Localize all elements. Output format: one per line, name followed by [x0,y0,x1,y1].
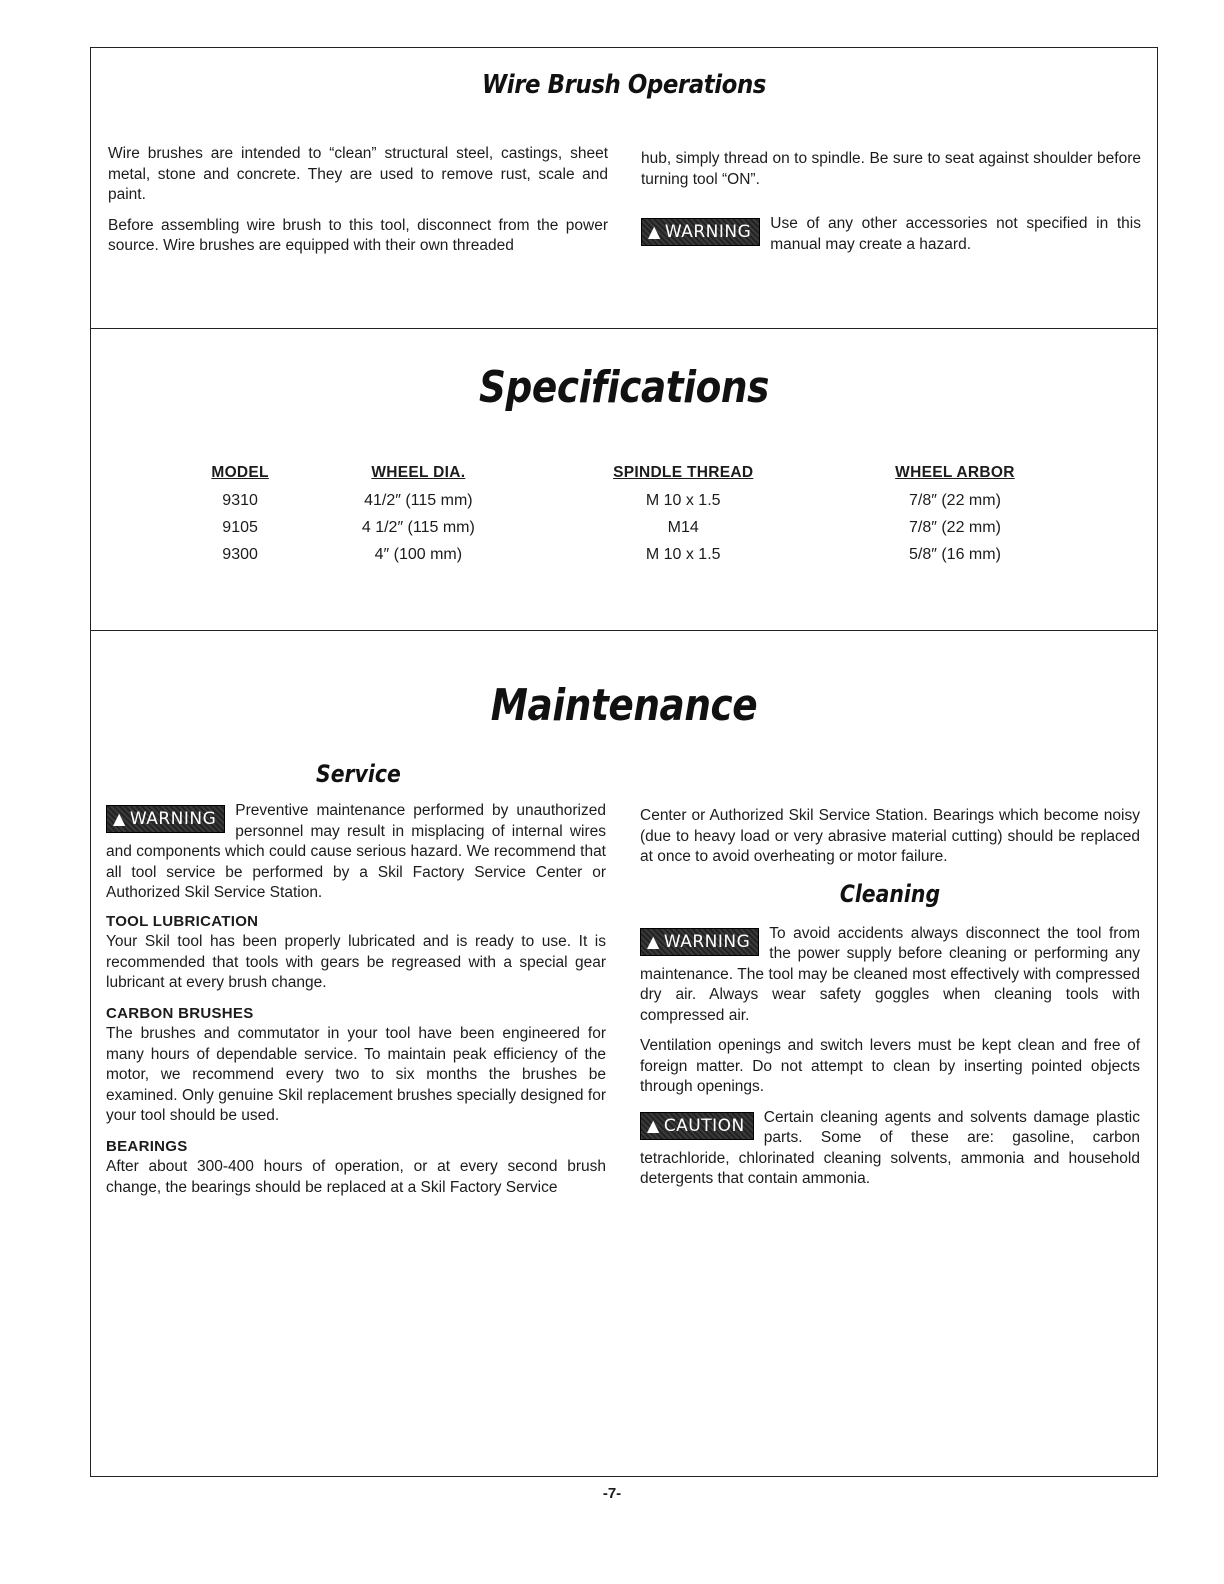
warning-text: To avoid accidents always disconnect the tool from the power supply before cleaning or performing any maintenance. The tool may be cleaned most effectively with compressed dry air. Always wear safety goggles when cleaning tools with compressed air. [640,924,1140,1024]
bearings-continued-text: Center or Authorized Skil Service Station. Bearings which become noisy (due to heavy load or very abrasive material cutting) should be replaced at once to avoid overheating or motor failure. [640,807,1140,865]
warning-badge [106,805,225,833]
warning-text: Preventive maintenance performed by unauthorized personnel may result in misplacing of internal wires and components which could cause serious hazard. We recommend that all tool service be performed by a Skil Factory Service Center or Authorized Skil Service Station. [106,802,606,901]
caution-badge [640,1112,754,1140]
caution-triangle-icon: ▲ [647,1115,660,1135]
wire-brush-paragraph: Before assembling wire brush to this tool, disconnect from the power source. Wire brushes are equipped with their own threaded [108,216,608,254]
lubrication-heading: TOOL LUBRICATION [106,912,259,930]
section-divider [90,328,1158,329]
caution-block [640,1108,1140,1190]
table-row [180,515,1080,542]
wire-brush-left-column [108,144,608,267]
table-cell: 9105 [222,519,258,536]
section-divider [90,630,1158,631]
caution-text: Certain cleaning agents and solvents damage plastic parts. Some of these are: gasoline, carbon tetrachloride, chlorinated cleaning solvents, ammonia and household detergents that contain ammonia. [640,1108,1140,1187]
table-cell: 7/8″ (22 mm) [908,492,1001,509]
warning-badge [641,218,760,246]
wire-brush-title: Wire Brush Operations [482,70,766,100]
caution-label: CAUTION [663,1115,745,1136]
specifications-title: Specifications [479,362,769,413]
warning-triangle-icon: ▲ [113,809,126,828]
service-title: Service [316,760,401,788]
carbon-brushes-text: The brushes and commutator in your tool have been engineered for many hours of dependable service. To maintain peak efficiency of the motor, we recommend every two to six months the brushes be examined. Only genuine Skil replacement brushes specially designed for your tool should be used. [106,1025,606,1124]
warning-label: WARNING [663,931,751,952]
specifications-table [180,462,1080,569]
column-header: SPINDLE THREAD [613,464,754,481]
column-header: WHEEL ARBOR [895,464,1015,481]
table-cell: 7/8″ (22 mm) [908,519,1001,536]
table-row [180,542,1080,569]
column-header: MODEL [211,464,269,481]
table-row [180,488,1080,515]
maintenance-left-column [106,801,606,1208]
maintenance-right-column [640,806,1140,1190]
table-cell: 5/8″ (16 mm) [908,546,1001,563]
table-cell: 4″ (100 mm) [374,546,463,563]
bearings-text: After about 300-400 hours of operation, or at every second brush change, the bearings should be replaced at a Skil Factory Service [106,1158,606,1196]
table-cell: 41/2″ (115 mm) [364,492,473,509]
warning-triangle-icon: ▲ [648,222,661,241]
table-cell: M 10 x 1.5 [645,492,721,509]
table-cell: 9300 [222,546,258,563]
maintenance-title: Maintenance [490,680,758,731]
column-header: WHEEL DIA. [371,464,466,481]
cleaning-title-wrap [640,879,1140,924]
cleaning-warning [640,924,1140,1027]
warning-label: WARNING [129,809,217,829]
wire-brush-paragraph: hub, simply thread on to spindle. Be sure to seat against shoulder before turning tool “ON”. [641,150,1141,188]
service-warning [106,801,606,904]
warning-text: Use of any other accessories not specified in this manual may create a hazard. [770,215,1141,253]
table-cell: 9310 [222,492,258,509]
cleaning-title: Cleaning [839,879,941,908]
warning-badge [640,928,759,956]
table-cell: M 10 x 1.5 [645,546,721,563]
bearings-heading: BEARINGS [106,1137,188,1155]
table-cell: 4 1/2″ (115 mm) [361,519,475,536]
carbon-brushes-heading: CARBON BRUSHES [106,1004,254,1022]
wire-brush-warning [641,214,1141,255]
wire-brush-paragraph: Wire brushes are intended to “clean” structural steel, castings, sheet metal, stone and concrete. They are used to remove rust, scale and paint. [108,145,608,203]
ventilation-text: Ventilation openings and switch levers must be kept clean and free of foreign matter. Do not attempt to clean by inserting pointed objects through openings. [640,1037,1140,1095]
wire-brush-right-column [641,149,1141,255]
table-cell: M14 [667,519,699,536]
lubrication-text: Your Skil tool has been properly lubricated and is ready to use. It is recommended that tools with gears be regreased with a special gear lubricant at every brush change. [106,933,606,991]
warning-triangle-icon: ▲ [647,931,660,951]
warning-label: WARNING [664,222,752,242]
page-number: -7- [602,1485,622,1502]
